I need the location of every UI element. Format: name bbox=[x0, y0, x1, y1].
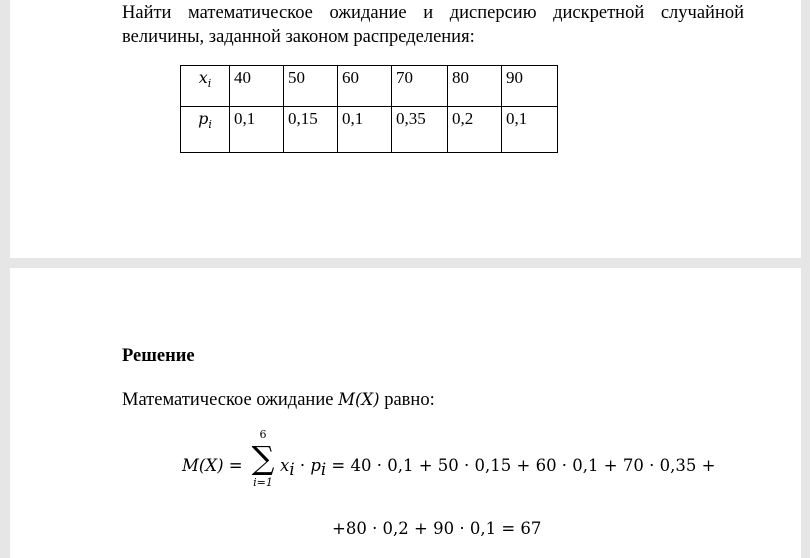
p-value-cell: 0,2 bbox=[448, 107, 502, 153]
x-symbol: x bbox=[198, 68, 208, 87]
task-text bbox=[122, 1, 744, 49]
p-value-cell: 0,1 bbox=[502, 107, 558, 153]
intro-math: M(X) bbox=[338, 390, 380, 409]
solution-intro bbox=[122, 390, 435, 411]
table-row-x bbox=[181, 66, 558, 107]
x-header-cell bbox=[181, 66, 230, 107]
distribution-table bbox=[180, 65, 558, 153]
x-value-cell: 50 bbox=[284, 66, 338, 107]
document-page-2 bbox=[10, 268, 801, 558]
p-symbol: p bbox=[198, 109, 209, 128]
task-line-2: величины, заданной законом распределения: bbox=[122, 27, 475, 47]
sigma-symbol: ∑ bbox=[251, 439, 275, 477]
x-value-cell: 60 bbox=[338, 66, 392, 107]
sum-lower-limit: i=1 bbox=[253, 476, 273, 489]
p-value-cell: 0,1 bbox=[338, 107, 392, 153]
formula-x-sub: i bbox=[289, 460, 295, 479]
formula-expansion: = 40 · 0,1 + 50 · 0,15 + 60 · 0,1 + 70 · 0,35 + bbox=[326, 456, 716, 475]
formula-dot: · bbox=[294, 456, 311, 475]
x-value-cell: 40 bbox=[230, 66, 284, 107]
formula-lhs: M(X) = bbox=[182, 456, 243, 475]
solution-title: Решение bbox=[122, 346, 195, 366]
x-subscript: i bbox=[207, 77, 212, 90]
document-page-1 bbox=[10, 0, 801, 258]
p-value-cell: 0,15 bbox=[284, 107, 338, 153]
sum-upper-limit: 6 bbox=[259, 428, 267, 441]
expectation-formula bbox=[182, 428, 742, 508]
x-value-cell: 80 bbox=[448, 66, 502, 107]
task-line-1: Найти математическое ожидание и дисперсию дискретной случайной bbox=[122, 3, 744, 23]
x-value-cell: 90 bbox=[502, 66, 558, 107]
intro-text-before: Математическое ожидание bbox=[122, 390, 339, 410]
formula-continuation: +80 · 0,2 + 90 · 0,1 = 67 bbox=[332, 519, 542, 538]
formula-x: x bbox=[280, 456, 290, 475]
p-header-cell bbox=[181, 107, 230, 153]
intro-text-after: равно: bbox=[379, 390, 435, 410]
formula-p: p bbox=[310, 456, 321, 475]
p-value-cell: 0,35 bbox=[392, 107, 448, 153]
table-row-p bbox=[181, 107, 558, 153]
p-value-cell: 0,1 bbox=[230, 107, 284, 153]
p-subscript: i bbox=[208, 118, 212, 131]
summation bbox=[250, 428, 276, 490]
formula-rhs bbox=[280, 456, 716, 479]
formula-p-sub: i bbox=[320, 460, 327, 479]
x-value-cell: 70 bbox=[392, 66, 448, 107]
